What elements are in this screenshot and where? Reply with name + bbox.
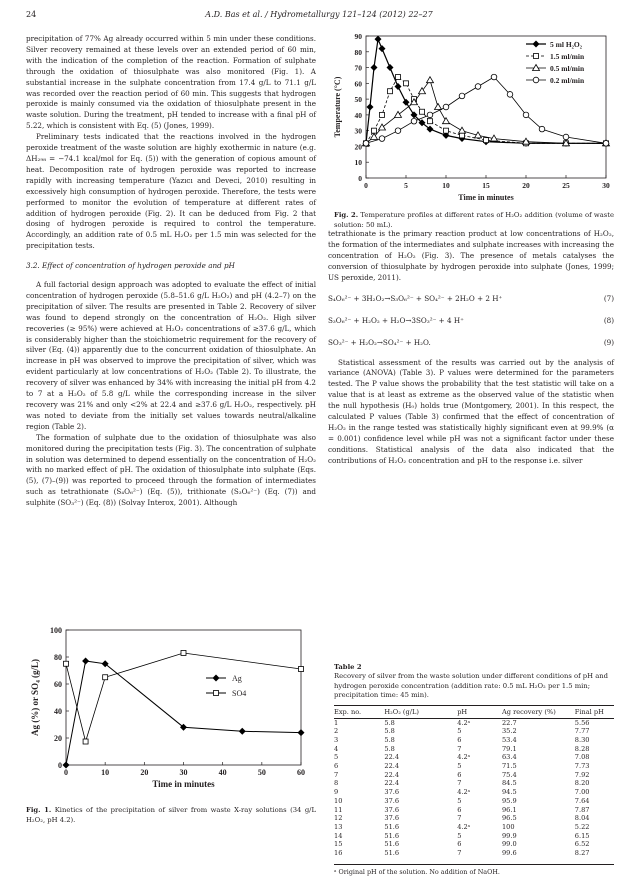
table-cell: 8 <box>334 779 339 788</box>
table-cell: 22.7 <box>501 718 517 727</box>
table-cell: 7.77 <box>574 727 590 736</box>
data-point <box>181 650 186 655</box>
table-cell: 13 <box>334 822 343 831</box>
table-cell: 7.64 <box>574 796 590 805</box>
figure-1-chart <box>26 620 316 795</box>
y-tick-label: 40 <box>54 707 62 716</box>
data-point <box>379 45 386 52</box>
data-point <box>484 138 489 143</box>
x-axis-label: Time in minutes <box>152 779 215 789</box>
data-point <box>387 64 394 71</box>
equation-9 <box>328 332 614 354</box>
data-point <box>507 92 513 98</box>
table-cell: 7 <box>457 814 462 823</box>
equation-text: SO₃²⁻ + H₂O₂→SO₄²⁻ + H₂O. <box>328 337 431 347</box>
table-cell: 5 <box>334 753 339 762</box>
figure-2-caption <box>334 211 614 230</box>
data-point <box>419 88 426 94</box>
table-cell: 1 <box>334 718 339 727</box>
y-tick-label: 50 <box>354 95 362 105</box>
data-point <box>367 104 374 111</box>
data-point <box>475 84 481 90</box>
table-cell: 35.2 <box>501 727 517 736</box>
paragraph: Preliminary tests indicated that the reactions involved in the hydrogen peroxide treatment of the waste solution are highly exothermic in nature (e.g. ΔH₂₉₈ = −74.1 kcal/mol for Eq. (5)) with the generation of copious amount of heat. Decomposition rate of hydrogen peroxide was reported to increase rapidly with increasing temperature (Yazıcı and Deveci, 2010) resulting in excessively high consumption of hydrogen peroxide. Therefore, the tests were performed to monitor the evolution of temperature at different rates of addition of hydrogen peroxide (Fig. 2). It can be deduced from Fig. 2 that dosing of hydrogen peroxide is required to control the temperature. Accordingly, an addition rate of 0.5 mL H₂O₂ per 1.5 min was selected for the precipitation tests. <box>26 132 316 251</box>
table-cell: 5.8 <box>384 744 395 753</box>
equation-8 <box>328 310 614 332</box>
table-cell: 7 <box>457 744 462 753</box>
x-tick-label: 0 <box>64 768 68 777</box>
table-row <box>334 797 614 806</box>
table-cell: 7 <box>457 779 462 788</box>
data-point <box>427 112 433 118</box>
table-row <box>334 753 614 762</box>
table-cell: 99.9 <box>501 831 517 840</box>
table-caption: Recovery of silver from the waste solution under different conditions of pH and hydrogen peroxide concentration (addition rate: 0.5 mL H₂O₂ per 1.5 min; precipitation time: 45 min). <box>334 672 608 699</box>
x-tick-label: 15 <box>482 181 490 190</box>
table-cell: 9 <box>334 788 339 797</box>
equation-text: S₃O₆²⁻ + H₂O₂ + H₂O→3SO₃²⁻ + 4 H⁺ <box>328 315 464 325</box>
data-point <box>459 127 466 133</box>
x-tick-label: 0 <box>364 181 368 190</box>
table-cell: 4.2ᵃ <box>457 788 471 797</box>
legend-marker <box>533 41 540 48</box>
table-cell: 15 <box>334 840 343 849</box>
table-cell: 22.4 <box>384 770 400 779</box>
legend-label: 0.5 ml/min <box>550 64 585 73</box>
legend-marker <box>533 65 540 71</box>
x-tick-label: 10 <box>101 768 110 777</box>
data-point <box>460 133 465 138</box>
equation-7 <box>328 288 614 310</box>
table-row <box>334 779 614 788</box>
paragraph: Statistical assessment of the results was carried out by the analysis of variance (ANOVA) (Table 3). P values were determined for the parameters tested. The P value shows the probability that the test statistic will take on a value that is at least as extreme as the observed value of the statistic when the null hypothesis (H₀) holds true (Montgomery, 2001). In this respect, the calculated P values (Table 3) confirmed that the effect of concentration of H₂O₂ in the range tested was statistically highly significant even at 99.9% (α = 0.001) confidence level while pH was not a significant factor under these conditions. Statistical analysis of the data also indicated that the contributions of H₂O₂ concentration and pH to the response i.e. silver <box>328 357 614 465</box>
legend-label: Ag <box>232 674 242 683</box>
y-tick-label: 80 <box>354 47 362 57</box>
table-cell: 37.6 <box>384 805 400 814</box>
table-cell: 5.8 <box>384 735 395 744</box>
data-point <box>395 111 402 117</box>
data-point <box>459 93 465 99</box>
table-cell: 51.6 <box>384 849 400 858</box>
y-tick-label: 90 <box>354 32 362 41</box>
series-line-2 <box>366 77 606 143</box>
paragraph: tetrathionate is the primary reaction product at low concentrations of H₂O₂, the formation of the intermediates and sulphate increases with increasing the concentration of H₂O₂ (Fig. 3). The presence of metals catalyses the conversion of thiosulphate by hydrogen peroxide into sulphate (Jones, 1999; US peroxide, 2011). <box>328 229 614 282</box>
table-cell: 12 <box>334 814 343 823</box>
caption-text: Temperature profiles at different rates of H₂O₂ addition (volume of waste solution: 50 mL). <box>334 211 614 229</box>
legend-marker <box>534 54 539 59</box>
table-cell: 11 <box>334 805 343 814</box>
data-point <box>371 64 378 71</box>
table-cell: 71.5 <box>501 762 517 771</box>
x-tick-label: 40 <box>218 768 227 777</box>
y-tick-label: 60 <box>54 680 62 689</box>
table-cell: 51.6 <box>384 822 400 831</box>
table-row <box>334 788 614 797</box>
table-cell: 51.6 <box>384 840 400 849</box>
figure-1-caption <box>26 806 316 825</box>
table-cell: 6 <box>457 770 462 779</box>
table-cell: 63.4 <box>501 753 517 762</box>
x-tick-label: 5 <box>404 181 408 190</box>
y-tick-label: 30 <box>354 126 362 136</box>
data-point <box>411 118 417 124</box>
table-cell: 10 <box>334 796 343 805</box>
table-cell: 7 <box>457 849 462 858</box>
table-cell: 94.5 <box>501 788 517 797</box>
table-cell: 3 <box>334 735 339 744</box>
data-point <box>491 74 497 80</box>
data-point <box>523 112 529 118</box>
table-cell: 96.5 <box>501 814 517 823</box>
table-cell: 8.28 <box>574 744 590 753</box>
legend-label: SO4 <box>232 689 247 698</box>
table-header-cell: H₂O₂ (g/L) <box>384 705 457 718</box>
paragraph: precipitation of 77% Ag already occurred within 5 min under these conditions. Silver recovery remained at these levels over an extended period of 60 min, with the indication of the completion of the reaction. Formation of sulphate through the oxidation of thiosulphate was also monitored (Fig. 1). A substantial increase in the sulphate concentration from 17.4 g/L to 71.1 g/L was recorded over the reaction period of 60 min. This suggests that hydrogen peroxide is mainly consumed via the oxidation of thiosulphate present in the waste solution. During the treatment, pH tended to increase with a final pH of 5.22, which is consistent with Eq. (5) (Jones, 1999). <box>26 34 316 131</box>
x-tick-label: 25 <box>562 181 570 190</box>
data-point <box>435 104 442 110</box>
table-cell: 79.1 <box>501 744 517 753</box>
table-cell: 5 <box>457 727 462 736</box>
figure-2-chart <box>330 30 616 208</box>
equation-number: (9) <box>603 337 614 347</box>
table-row <box>334 762 614 771</box>
table-cell: 14 <box>334 831 343 840</box>
data-point <box>83 739 88 744</box>
table-cell: 51.6 <box>384 831 400 840</box>
table-cell: 7.00 <box>574 788 590 797</box>
data-point <box>299 667 304 672</box>
table-row <box>334 745 614 754</box>
caption-text: Kinetics of the precipitation of silver from waste X-ray solutions (34 g/L H₂O₂, pH 4.2). <box>26 806 316 824</box>
data-point <box>539 126 545 132</box>
data-point <box>298 729 305 736</box>
paragraph: The formation of sulphate due to the oxidation of thiosulphate was also monitored during the precipitation tests (Fig. 3). The concentration of sulphate in solution was determined to depend essentially on the concentration of H₂O₂ with no marked effect of pH. The oxidation of thiosulphate into sulphate (Eqs. (5), (7)–(9)) was reported to proceed through the formation of intermediates such as tetrathionate (S₄O₆²⁻) (Eq. (5)), trithionate (S₃O₆²⁻) (Eq. (7)) and sulphite (SO₃²⁻) (Eq. (8)) (Solvay Interox, 2001). Although <box>26 432 316 508</box>
table-cell: 75.4 <box>501 770 517 779</box>
legend-label: 5 ml H₂O₂ <box>550 40 582 49</box>
data-point <box>379 136 385 142</box>
legend-label: 0.2 ml/min <box>550 76 585 85</box>
data-point <box>444 128 449 133</box>
table-cell: 8.30 <box>574 735 590 744</box>
table-2 <box>334 662 614 876</box>
series-line-4 <box>366 77 606 143</box>
data-point <box>428 119 433 124</box>
table-row <box>334 736 614 745</box>
table-cell: 95.9 <box>501 796 517 805</box>
y-tick-label: 0 <box>358 174 362 183</box>
table-cell: 5.8 <box>384 718 395 727</box>
table-cell: 5.22 <box>574 822 590 831</box>
y-tick-label: 60 <box>354 79 362 89</box>
table-cell: 2 <box>334 727 339 736</box>
y-axis-label: Temperature (°C) <box>333 76 342 138</box>
legend-marker <box>533 77 539 83</box>
table-row <box>334 771 614 780</box>
data-point <box>420 109 425 114</box>
table-row <box>334 814 614 823</box>
x-tick-label: 60 <box>297 768 305 777</box>
y-tick-label: 40 <box>354 110 362 120</box>
legend-label: 1.5 ml/min <box>550 52 585 61</box>
table-row <box>334 823 614 832</box>
data-point <box>404 81 409 86</box>
data-point <box>443 104 449 110</box>
left-column <box>26 34 316 509</box>
table-cell: 99.6 <box>501 849 517 858</box>
y-tick-label: 20 <box>54 734 62 743</box>
data-point <box>363 140 369 146</box>
table-cell: 5.56 <box>574 718 590 727</box>
table-cell: 8.20 <box>574 779 590 788</box>
data-point <box>427 77 434 83</box>
table-cell: 6 <box>457 735 462 744</box>
table-footnote: ᵃ Original pH of the solution. No addition of NaOH. <box>334 864 614 876</box>
table-cell: 99.0 <box>501 840 517 849</box>
table-cell: 84.5 <box>501 779 517 788</box>
table-cell: 37.6 <box>384 814 400 823</box>
page-number: 24 <box>26 10 37 19</box>
table-cell: 37.6 <box>384 796 400 805</box>
table-cell: 100 <box>501 822 515 831</box>
table-cell: 53.4 <box>501 735 517 744</box>
table-header-cell: Exp. no. <box>334 705 384 718</box>
x-tick-label: 10 <box>442 181 450 190</box>
table-row <box>334 718 614 727</box>
data-point <box>395 83 402 90</box>
data-point <box>563 134 569 140</box>
table-cell: 7.87 <box>574 805 590 814</box>
data-point <box>443 118 450 124</box>
x-tick-label: 30 <box>179 768 188 777</box>
table-cell: 37.6 <box>384 788 400 797</box>
x-tick-label: 20 <box>522 181 530 190</box>
table-cell: 5 <box>457 831 462 840</box>
table-title: Table 2 <box>334 663 362 671</box>
data-point <box>396 75 401 80</box>
data-point <box>379 124 386 130</box>
data-point <box>372 128 377 133</box>
y-tick-label: 80 <box>54 653 62 662</box>
data-point <box>375 36 382 43</box>
legend-marker <box>214 691 219 696</box>
table-cell: 5 <box>457 796 462 805</box>
y-tick-label: 70 <box>354 63 362 73</box>
y-tick-label: 10 <box>354 158 362 168</box>
data-point <box>380 112 385 117</box>
table-cell: 22.4 <box>384 753 400 762</box>
table-cell: 7 <box>334 770 339 779</box>
y-tick-label: 20 <box>354 142 362 152</box>
x-tick-label: 30 <box>602 181 610 190</box>
x-tick-label: 20 <box>140 768 149 777</box>
table-cell: 5.8 <box>384 727 395 736</box>
data-point <box>388 89 393 94</box>
table-cell: 22.4 <box>384 762 400 771</box>
table-cell: 6 <box>334 762 339 771</box>
data-point <box>603 140 609 146</box>
table-cell: 4.2ᵃ <box>457 822 471 831</box>
table-row <box>334 840 614 849</box>
paragraph: A full factorial design approach was adopted to evaluate the effect of initial concentration of hydrogen peroxide (5.8–51.6 g/L H₂O₂) and pH (4.2–7) on the precipitation of silver. The results are presented in Table 2. Recovery of silver was found to depend strongly on the concentration of H₂O₂. High silver recoveries (≥ 95%) were achieved at H₂O₂ concentrations of ≥37.6 g/L, which is considerably higher than the stoichiometric requirement for the recovery of silver (Eq. (4)) apparently due to the concurrent oxidation of thiosulphate. An increase in pH was observed to improve the precipitation of silver, which was evident particularly at low concentrations of H₂O₂ (Table 2). To illustrate, the recovery of silver was enhanced by 34% with increasing the initial pH from 4.2 to 7 at a H₂O₂ of 5.8 g/L while the corresponding increase in the silver recovery was 21% and only <2% at 22.4 and ≥37.6 g/L H₂O₂, respectively. pH was noted to deviate from the initially set values towards neutral/alkaline region (Table 2). <box>26 280 316 431</box>
data-point <box>82 658 89 665</box>
section-heading: 3.2. Effect of concentration of hydrogen peroxide and pH <box>26 261 235 271</box>
equation-number: (8) <box>603 315 614 325</box>
table-cell: 8.27 <box>574 849 590 858</box>
y-tick-label: 0 <box>58 761 62 770</box>
table-cell: 6.52 <box>574 840 590 849</box>
table-cell: 6 <box>457 840 462 849</box>
data-point <box>395 128 401 134</box>
table-header-cell: Final pH <box>575 705 614 718</box>
table-cell: 16 <box>334 849 343 858</box>
table-cell: 4.2ᵃ <box>457 753 471 762</box>
table-cell: 7.08 <box>574 753 590 762</box>
series-line-3 <box>366 80 606 143</box>
table-row <box>334 849 614 858</box>
data-point <box>64 661 69 666</box>
running-head: A.D. Bas et al. / Hydrometallurgy 121–124 (2012) 22–27 <box>205 10 433 19</box>
table-cell: 7.73 <box>574 762 590 771</box>
y-tick-label: 100 <box>50 626 62 635</box>
caption-label: Fig. 1. <box>26 806 52 814</box>
data-point <box>103 675 108 680</box>
table-cell: 4 <box>334 744 339 753</box>
table-header-cell: Ag recovery (%) <box>502 705 575 718</box>
caption-label: Fig. 2. <box>334 211 359 219</box>
table-cell: 5 <box>457 762 462 771</box>
y-axis-label: Ag (%) or SO₄ (g/L) <box>30 658 40 737</box>
table-cell: 8.04 <box>574 814 590 823</box>
table-row <box>334 727 614 736</box>
table-cell: 4.2ᵃ <box>457 718 471 727</box>
legend-marker <box>213 675 220 682</box>
table-grid <box>334 705 614 858</box>
series-line-1 <box>66 661 301 765</box>
data-point <box>239 728 246 735</box>
table-cell: 7.92 <box>574 770 590 779</box>
table-cell: 96.1 <box>501 805 517 814</box>
table-cell: 6 <box>457 805 462 814</box>
page-header <box>26 10 612 24</box>
equation-text: S₄O₆²⁻ + 3H₂O₂→S₃O₆²⁻ + SO₄²⁻ + 2H₂O + 2 H⁺ <box>328 293 503 303</box>
equation-number: (7) <box>603 293 614 303</box>
table-row <box>334 806 614 815</box>
table-cell: 22.4 <box>384 779 400 788</box>
right-column <box>328 229 614 467</box>
table-header-cell: pH <box>457 705 502 718</box>
x-axis-label: Time in minutes <box>458 193 514 202</box>
data-point <box>403 99 410 106</box>
x-tick-label: 50 <box>257 768 266 777</box>
table-row <box>334 832 614 841</box>
table-cell: 6.15 <box>574 831 590 840</box>
